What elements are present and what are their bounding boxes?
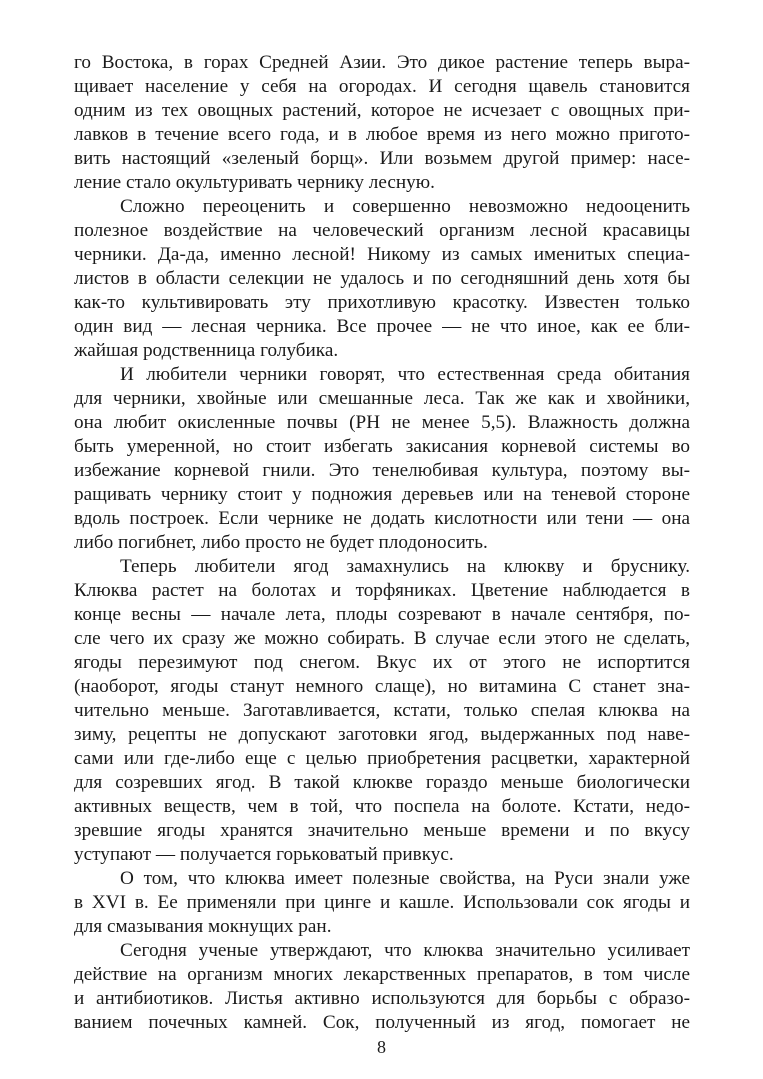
text-line: и антибиотиков. Листья активно используются для борьбы с образо-: [74, 988, 690, 1009]
text-line: действие на организм многих лекарственных препаратов, в том числе: [74, 964, 690, 985]
text-line: го Востока, в горах Средней Азии. Это дикое растение теперь выра-: [74, 52, 690, 73]
text-line: О том, что клюква имеет полезные свойства, на Руси знали уже: [120, 868, 690, 889]
text-line: она любит окисленные почвы (РН не менее 5,5). Влажность должна: [74, 412, 690, 433]
text-line: для черники, хвойные или смешанные леса. Так же как и хвойники,: [74, 388, 690, 409]
text-line: Сегодня ученые утверждают, что клюква значительно усиливает: [120, 940, 690, 961]
text-line: Сложно переоценить и совершенно невозможно недооценить: [120, 196, 690, 217]
text-line: зиму, рецепты не допускают заготовки ягод, выдержанных под наве-: [74, 724, 690, 745]
text-line: быть умеренной, но стоит избегать закисания корневой системы во: [74, 436, 690, 457]
text-line: в XVI в. Ее применяли при цинге и кашле. Использовали сок ягоды и: [74, 892, 690, 913]
text-line: вить настоящий «зеленый борщ». Или возьмем другой пример: насе-: [74, 148, 690, 169]
text-line: уступают — получается горьковатый привкус.: [74, 844, 454, 865]
text-line: зревшие ягоды хранятся значительно меньше времени и по вкусу: [74, 820, 690, 841]
text-line: вдоль построек. Если чернике не додать кислотности или тени — она: [74, 508, 690, 529]
text-line: ягоды перезимуют под снегом. Вкус их от этого не испортится: [74, 652, 690, 673]
text-line: чительно меньше. Заготавливается, кстати, только спелая клюква на: [74, 700, 690, 721]
text-line: конце весны — начале лета, плоды созревают в начале сентября, по-: [74, 604, 690, 625]
text-line: один вид — лесная черника. Все прочее — не что иное, как ее бли-: [74, 316, 690, 337]
text-line: Клюква растет на болотах и торфяниках. Цветение наблюдается в: [74, 580, 690, 601]
text-line: ванием почечных камней. Сок, полученный из ягод, помогает не: [74, 1012, 690, 1033]
text-line: ление стало окультуривать чернику лесную.: [74, 172, 435, 193]
page-number: 8: [377, 1037, 386, 1057]
text-line: ращивать чернику стоит у подножия деревьев или на теневой стороне: [74, 484, 690, 505]
text-line: либо погибнет, либо просто не будет плодоносить.: [74, 532, 488, 553]
text-line: одним из тех овощных растений, которое не исчезает с овощных при-: [74, 100, 690, 121]
text-line: активных веществ, чем в той, что поспела на болоте. Кстати, недо-: [74, 796, 690, 817]
text-line: щивает население у себя на огородах. И сегодня щавель становится: [74, 76, 690, 97]
text-line: для созревших ягод. В такой клюкве гораздо меньше биологически: [74, 772, 690, 793]
body-text: [74, 51, 690, 1035]
text-line: как-то культивировать эту прихотливую красотку. Известен только: [74, 292, 690, 313]
text-line: черники. Да-да, именно лесной! Никому из самых именитых специа-: [74, 244, 690, 265]
text-line: сами или где-либо еще с целью приобретения расцветки, характерной: [74, 748, 690, 769]
text-line: сле чего их сразу же можно собирать. В случае если этого не сделать,: [74, 628, 690, 649]
text-line: для смазывания мокнущих ран.: [74, 916, 332, 937]
text-line: жайшая родственница голубика.: [74, 340, 339, 361]
text-line: полезное воздействие на человеческий организм лесной красавицы: [74, 220, 690, 241]
text-line: Теперь любители ягод замахнулись на клюкву и бруснику.: [120, 556, 690, 577]
text-line: лавков в течение всего года, и в любое время из него можно пригото-: [74, 124, 690, 145]
text-line: избежание корневой гнили. Это тенелюбивая культура, поэтому вы-: [74, 460, 690, 481]
text-line: листов в области селекции не удалось и по сегодняшний день хотя бы: [74, 268, 690, 289]
text-line: (наоборот, ягоды станут немного слаще), но витамина С станет зна-: [74, 676, 690, 697]
text-line: И любители черники говорят, что естественная среда обитания: [120, 364, 690, 385]
